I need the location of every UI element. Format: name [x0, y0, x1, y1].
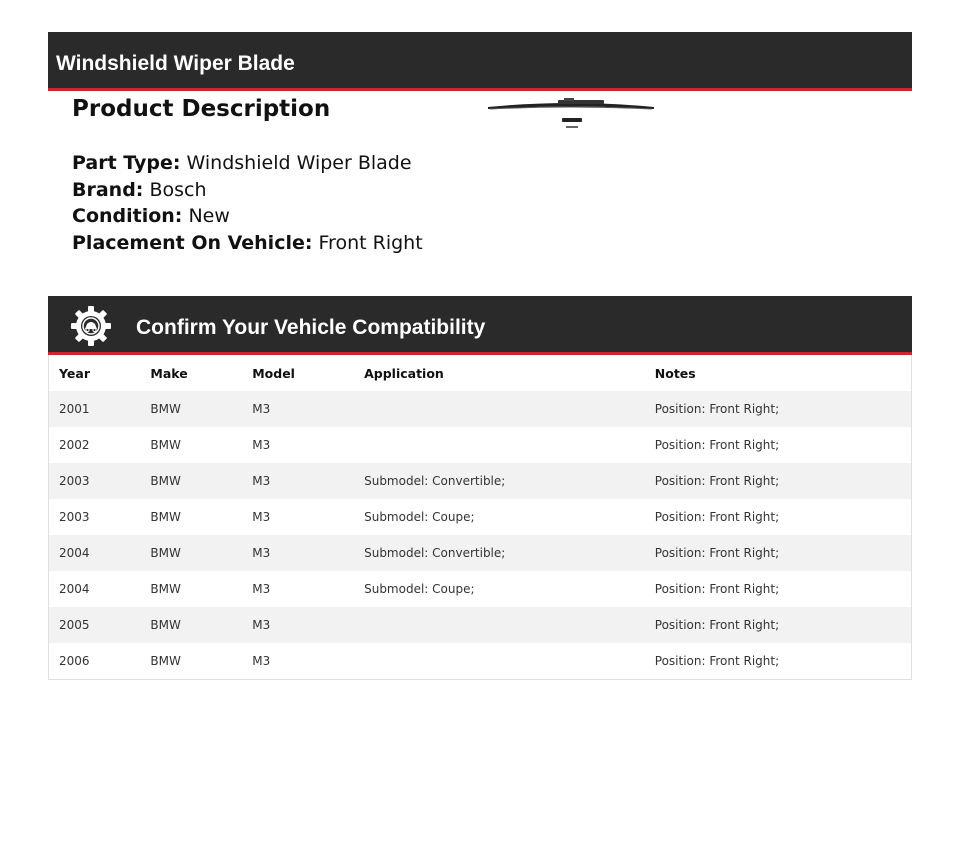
cell-notes: Position: Front Right;: [654, 402, 780, 416]
cell-make: BMW: [150, 582, 181, 596]
gear-car-icon: [70, 305, 112, 347]
title-banner: [48, 32, 912, 91]
cell-model: M3: [252, 438, 271, 452]
cell-application: Submodel: Convertible;: [364, 474, 506, 488]
cell-notes: Position: Front Right;: [654, 653, 780, 668]
cell-make: BMW: [150, 474, 181, 488]
cell-year: 2004: [59, 546, 90, 560]
col-application: Application: [354, 355, 645, 391]
spec-label: Placement On Vehicle:: [72, 231, 313, 254]
table-row: [49, 571, 912, 607]
cell-notes: Position: Front Right;: [654, 510, 780, 524]
cell-year: 2003: [59, 474, 90, 488]
col-make: Make: [140, 355, 242, 391]
wiper-blade-image: [486, 96, 656, 132]
col-notes: Notes: [645, 355, 912, 391]
cell-model: M3: [252, 582, 271, 596]
cell-year: 2006: [59, 653, 90, 668]
cell-year: 2004: [59, 582, 90, 596]
spec-label: Condition:: [72, 205, 183, 227]
cell-model: M3: [252, 474, 271, 488]
table-row: [49, 535, 912, 571]
cell-year: 2002: [59, 438, 90, 452]
cell-application: [354, 427, 645, 463]
cell-application: [354, 643, 645, 679]
cell-make: BMW: [150, 510, 181, 524]
spec-value: Windshield Wiper Blade: [186, 152, 412, 174]
table-header-row: [49, 355, 912, 391]
table-row: [49, 391, 912, 427]
col-year: Year: [49, 355, 141, 391]
spec-condition: [72, 203, 423, 230]
cell-year: 2003: [59, 510, 90, 524]
spec-list: [72, 150, 423, 256]
cell-year: 2001: [59, 402, 90, 416]
cell-notes: Position: Front Right;: [654, 546, 780, 560]
cell-make: BMW: [150, 653, 181, 668]
compatibility-title: Confirm Your Vehicle Compatibility: [136, 316, 486, 339]
cell-model: M3: [252, 653, 271, 668]
table-row: [49, 427, 912, 463]
table-row: [49, 607, 912, 643]
cell-model: M3: [252, 510, 271, 524]
cell-application: Submodel: Coupe;: [364, 582, 475, 596]
cell-make: BMW: [150, 618, 181, 632]
cell-application: Submodel: Coupe;: [364, 510, 475, 524]
table-row: [49, 463, 912, 499]
spec-part-type: [72, 150, 423, 177]
compatibility-table: [48, 355, 912, 680]
cell-application: [354, 607, 645, 643]
spec-value: Front Right: [318, 231, 423, 254]
spec-brand: [72, 177, 423, 204]
cell-notes: Position: Front Right;: [654, 438, 780, 452]
cell-notes: Position: Front Right;: [654, 582, 780, 596]
table-row: [49, 499, 912, 535]
spec-value: New: [188, 205, 230, 227]
spec-value: Bosch: [149, 178, 207, 201]
cell-make: BMW: [150, 438, 181, 452]
cell-application: Submodel: Convertible;: [364, 546, 506, 560]
spec-placement: [72, 230, 423, 257]
cell-year: 2005: [59, 618, 90, 632]
cell-application: [354, 391, 645, 427]
cell-model: M3: [252, 618, 271, 632]
cell-make: BMW: [150, 402, 181, 416]
cell-make: BMW: [150, 546, 181, 560]
col-model: Model: [242, 355, 354, 391]
compatibility-banner: [48, 296, 912, 355]
table-row: [49, 643, 912, 679]
page-title: Windshield Wiper Blade: [56, 52, 295, 75]
cell-model: M3: [252, 546, 271, 560]
cell-notes: Position: Front Right;: [654, 618, 780, 632]
cell-model: M3: [252, 402, 271, 416]
description-heading: Product Description: [72, 96, 331, 122]
spec-label: Part Type:: [72, 152, 181, 174]
spec-label: Brand:: [72, 178, 144, 201]
cell-notes: Position: Front Right;: [654, 474, 780, 488]
